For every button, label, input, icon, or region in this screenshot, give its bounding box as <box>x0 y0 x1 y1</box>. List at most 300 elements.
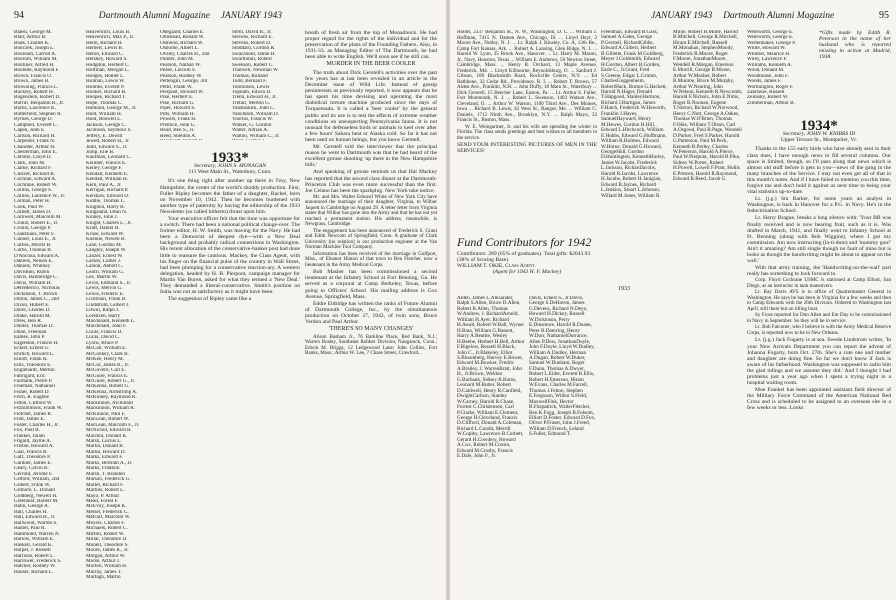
contributor-name: Noonan, Eugene T. <box>673 99 727 112</box>
contributor-name: Englehardt, Merton <box>14 368 55 374</box>
news-paragraph: Corp. Floyd Cochrane USMC is stationed at Camp Elliott, San Diego, as an instructor in tank maneuvers. <box>747 277 891 289</box>
contributor-name: Carlson, Stanley W. <box>457 393 507 405</box>
contributor-name: Daniels, Nelson E. <box>14 259 53 265</box>
contributor-name: Larson, Abbott C. <box>86 264 124 270</box>
contributor-name: Pike, Herbert E. <box>160 95 194 101</box>
contributor-name: Nutt, George A. <box>692 110 726 117</box>
contributor-name: Newcomb, Harold F. <box>673 88 743 101</box>
contributor-name: Ehrlich, Howard L. <box>14 351 55 357</box>
contributor-name: Hubbard, George M., Jr. <box>86 106 137 112</box>
contributor-name: Monell, Theodore S. <box>86 542 129 548</box>
contributor-name: Geary, Calvin B. <box>14 466 49 472</box>
contributor-name: Gordon, Albert B. <box>606 61 644 68</box>
contributor-name: Hager, Donald T. <box>601 88 653 101</box>
contributor-name: Burtis, Lawrence K. <box>14 106 57 112</box>
contributor-name: Trefair, Merton G. <box>232 100 271 106</box>
contributor-name: Christensen, Carl P. <box>457 404 514 416</box>
contributor-name: Freed, William D. <box>529 420 591 432</box>
contributor-name: Bugenstein, Robert D. <box>14 95 61 101</box>
contributor-name: Martin, Howard D. <box>86 449 126 455</box>
contributor-name: Fisher, Robert D. <box>14 389 50 395</box>
contributor-name: Grant, Fred S. <box>601 67 650 79</box>
contributor-name: Kiddle, Thomas L. <box>86 199 126 205</box>
contributor-name: Osborne, Albert L. <box>160 46 199 52</box>
contributor-name: Jewett, Robert H., Jr. <box>86 139 130 145</box>
issue-date-left: JANUARY 1943 <box>220 11 282 21</box>
news-paragraph: Lt. (j.g.) Jack Fogarty is at sea. Swede Lindstrom writes, 'In your New Arrivals Department you can report the advent of Johanna Fogarty, born Oct. 27th. She's a cute one and mother and daughter are doing fine. So far we don't know if Jack is aware of his fatherhood. Washington was supposed to radio him the glad tidings and we assume they did.' And I thought I had problems just a year ago when I spent a trying night in a hospital waiting room. <box>747 337 891 387</box>
class-secretary: Secretary, JOHN W. KNIBBS III <box>782 131 856 138</box>
contributor-name: Dow, Jonathan <box>545 338 577 345</box>
contributor-name: Brailey, J. Warren <box>462 365 500 372</box>
contributor-name: Hooker, Richard B. <box>86 89 127 95</box>
contributor-name: Folsom, Elliott D. <box>529 409 595 421</box>
contributor-name: Cochrane, Robert W. <box>14 182 58 188</box>
contributor-name: Heavenrich, Max P., Jr. <box>86 35 135 41</box>
contributor-name: Hobbs, Edward G. <box>605 132 645 139</box>
contributor-name: Hauser, Richard L. <box>14 569 54 575</box>
contributor-name: Flint, James E. <box>14 417 45 423</box>
contributor-name: Bigelow, Russell H. <box>460 344 503 351</box>
contributor-name: Byrnes, George D. <box>14 117 53 123</box>
contributor-name: Nichols, John E. <box>692 94 727 101</box>
contributor-name: Cornwell, Malcolm M. <box>14 215 62 221</box>
contributor-name: Parker, Fred S. <box>678 132 709 139</box>
contributor-name: Bratt, John H., Jr. <box>457 365 523 378</box>
contributor-name: Gates, George P. <box>601 34 653 46</box>
fund-contributor-col-5 <box>747 30 817 120</box>
contributor-name: Lewis, Melvin G. <box>86 286 123 292</box>
class-1933-notes-continued <box>305 30 437 596</box>
contributor-name: Patterson, Paul M. <box>678 138 717 145</box>
contributor-name: Collins, George S. <box>14 188 53 194</box>
contributor-name: Goldberg, Meyer J. <box>601 50 665 63</box>
contributor-name: Hill, Edward L. <box>601 121 656 134</box>
contributor-name: Eagleston, Francis H. <box>14 340 59 346</box>
contributor-name: Curtiss, Morris B. <box>14 242 52 248</box>
contributor-name: McKee, Henry M. <box>86 357 125 363</box>
magazine-title-left: Dartmouth Alumni Magazine <box>98 11 210 21</box>
contributor-name: Woodhouse, John F. <box>747 73 789 79</box>
contributor-name: Dinsmore, Harold R. <box>533 322 577 329</box>
contributor-name: Hatcher, Rodney W. <box>14 564 56 570</box>
contributor-name: Pierpont, Howard W. <box>160 89 204 95</box>
contributor-name: Hodgdon, Herbert C. <box>86 62 130 68</box>
contributor-name: Topham, Edwin D. <box>232 89 272 95</box>
contributor-name: Mosher, Robert B. <box>673 72 727 85</box>
news-paragraph: Bob Masher has been commissioned a second lieutenant at the Infantry School at Fort Benning, Ga. He served as a corporal at Camp Berkeley, Texas, before going to Officers' School. His mailing address is Cox Avenue, Springfield, Mass. <box>305 269 437 300</box>
contributor-name: Johnson, Willard M. <box>601 187 661 199</box>
contributor-name: Brown, Francis O. <box>14 73 53 79</box>
contributor-name: Hackett, Harold N. <box>601 83 667 95</box>
contributor-name: Marks, Edward F. <box>86 455 124 461</box>
contributor-name: Fox, Oliver P. <box>529 414 596 427</box>
contributor-name: Heim, Richard H. <box>86 40 123 46</box>
contributor-name: Mackinnon, Archibald <box>86 400 133 406</box>
contributor-name: McKinney, Raymond R. <box>86 395 137 401</box>
contributor-name: Meyers, Charles F. <box>86 520 126 526</box>
contributor-name: Stevens, Richard E. <box>232 35 273 41</box>
contributor-name: Dunham, Roger F. <box>529 360 585 372</box>
contributor-name: Harrower, Frederick S. <box>14 558 62 564</box>
contributor-name: Drake, Harold M. <box>14 313 51 319</box>
news-paragraph: Lt. (j.g.) Stu Barker, for some years an analyst in Washington, is back in Hanover for a P.G. in Navy. He's in the Indoctrination School. <box>747 196 891 215</box>
contributor-name: Cronin, Edward M. <box>457 442 511 454</box>
contributor-name: Blaesi, George M. <box>14 30 52 35</box>
contributor-name: Read, Ben S., Jr. <box>160 128 195 134</box>
contributor-name: Fairbank, Pierre P. <box>14 379 53 384</box>
contributor-name: Gass, Samuel A. <box>601 30 658 41</box>
contributor-name: Powell, Lowell F. <box>678 165 715 172</box>
contributor-name: Kruse, Edward W. <box>86 231 125 237</box>
contributor-name: Pitts, William H. <box>160 111 195 117</box>
news-paragraph: Thanks to the 155 early birds who have already sent in their class dues, I have enough news to fill several columns. Our space is limited, though, so I'll pass along that news which is almost old stuff before it gets to you—news of the gang in the many branches of the Service. I may not even get all of that in this month's notes. And if I have failed to mention you this time, forgive me and don't hold it against us next time to being your vital statistics up-to-date. <box>747 146 891 196</box>
contributor-name: Fletcher, James R. <box>14 411 53 417</box>
contributor-name: Burbank, Sidney B. <box>462 376 503 383</box>
contributor-name: Davidson, Rubin <box>14 269 50 275</box>
news-paragraph: Eddie Eldridge has written the ranks of Future Alumni of Dartmouth College, Inc., by the simultaneous production on October 27, 1942, of twin sons, Bruce Verdon and Paul Arthur. <box>305 300 437 326</box>
contributor-name: Pierce, Paul W. <box>673 148 734 161</box>
contributor-name: Odegaard, Charles E. <box>160 30 205 35</box>
contributor-name: Hoffman, Morgan L. <box>86 68 130 74</box>
contributor-name: Hope, Thomas C. <box>86 100 123 106</box>
contributor-name: Dudley, Herman A. <box>529 349 587 361</box>
contributor-name: Hershey, Howard S. <box>86 57 128 63</box>
contributor-name: Fletcher, Ben K. <box>529 404 591 416</box>
contributor-name: Dillon, James C., 2nd <box>14 297 59 303</box>
contributor-name: Buckley, Robert H. <box>14 89 55 95</box>
contributor-name: Bower, Edward M. <box>457 354 523 367</box>
class-year-heading: 1934* <box>800 118 838 134</box>
contributor-name: Jenkins, Stuart L. <box>605 187 642 194</box>
contributor-name: Peck, Kenneth B. <box>673 138 728 150</box>
contributor-name: Jacobs, Lawrence H. <box>601 170 659 183</box>
contributor-name: Haworth, Franklin J. <box>601 105 666 117</box>
contributor-name: Moore, Wendell R. <box>673 56 727 68</box>
contributor-name: Boorum, William M. <box>14 57 58 63</box>
contributor-name: Harrison, Robert L. <box>14 553 55 559</box>
contributor-name: Deyo, Howard H. <box>529 305 588 318</box>
contributor-name: Allen, Robert B. <box>457 300 521 312</box>
news-paragraph: Sy Fross reported for Don Allen and Em Day to be commissioned in Navy in September. So they will be in service. <box>747 312 891 324</box>
contributor-name: Corbett, James D. <box>14 209 52 215</box>
contributor-name: Tomlinson, Lewis <box>232 84 270 90</box>
contributor-name: Cook, Paul W. <box>14 204 44 210</box>
contributor-name: Evans, Charles M. <box>534 382 574 389</box>
contributor-name: D'Ancona, Edward A. <box>14 253 60 259</box>
contributor-name: Devens, Richard N. <box>534 305 575 312</box>
contributor-name: Meisel, Frederick C. <box>86 509 129 515</box>
contributor-name: Jump, Elie B. <box>86 149 115 155</box>
contributor-name: Zimmerman, Arthur B. <box>747 100 795 106</box>
contributor-name: Lindstrom, Gilbert J. <box>86 302 130 308</box>
contributor-name: Foster, Charles H., Jr. <box>14 422 59 428</box>
contributor-name: Black, John C., Jr. <box>457 344 516 356</box>
contributor-name: Kern, Paul A., Jr. <box>86 182 122 188</box>
contributor-name: Fink, Hector B. <box>529 398 574 411</box>
contributor-name: Worthington, Roger F. <box>747 84 794 90</box>
contributor-name: Fabrigard, Eric <box>14 373 46 379</box>
contributor-name: Fox, Paul B. <box>14 428 40 434</box>
contributor-list-col-3 <box>160 30 230 140</box>
contributor-name: Foster, Edward D. <box>548 414 587 421</box>
contributor-name: Porter, Robert H. <box>673 159 724 172</box>
contributor-name: Kendall, Kenneth E. <box>86 171 129 177</box>
class-secretary-address: 111 West Main St., Waterbury, Conn. <box>188 169 272 176</box>
contributor-name: Gaff, Theodore P. <box>14 455 51 461</box>
contributor-name: Woods, James F. <box>747 79 782 85</box>
contributor-name: Pierpont, Harold B. <box>689 154 730 161</box>
contributor-name: Hunt, William H. <box>86 111 123 117</box>
contributor-name: Dunn, Thomas A. <box>532 365 570 372</box>
news-paragraph: With that army training, the 'Handwriting-on-the-wall' part really has something to look forward to. <box>747 265 891 278</box>
left-page-header <box>14 10 434 24</box>
contributor-list-col-2 <box>86 30 156 596</box>
news-paragraph: Mr. and Mrs. Walter Edward White of New York City have announced the marriage of their daughter, Virginia, to Wilbur Jaquett in Cambridge on August 29. A letter letter from Virginia states that Wilbur has gone into the Army and that he has not yet reached a permanent station. His address, meanwhile, is Newgrass, Cambridge. <box>305 193 437 228</box>
contributor-name: Drew, Ben R. <box>14 319 43 325</box>
contributor-name: Clarke, Richard F. <box>14 166 52 172</box>
contributor-name: McEvoy, Joseph K. <box>86 504 127 510</box>
contributor-name: Zelinsky, Robert W. <box>747 95 789 101</box>
contributor-name: Farrell, Thomas J. <box>529 382 589 394</box>
news-paragraph: Alison Basham Jr., 76 Barkline Place, Red Bank, N.J.; Warren Bosley, Southeast Rubber Division, Naugatuck, Conn.; Edwin M. Briggs, 12 Ledgewood Lane; John Collins, Fort Banks, Mass.; Arthur W. Lee, 7 Chase Street, Crawford... <box>305 333 437 357</box>
contributor-name: Corbett, Gerard H. <box>457 431 524 443</box>
contributor-name: Munroe, Bruce M. <box>677 78 717 85</box>
contributor-name: Blakeley, Elliot S. <box>457 349 513 361</box>
contributor-name: Colman, Peter H. <box>14 199 51 205</box>
contributor-name: Chase, Forrest C. <box>457 398 515 411</box>
contributor-name: Kraft, Daniel H. <box>86 226 120 232</box>
contributor-name: Michaels, Robert C. <box>86 526 128 532</box>
contributor-name: Frankel, Julian <box>14 433 45 439</box>
contributor-name: Hurley, James W. <box>601 154 666 166</box>
contributor-name: McGuire, Francis E. <box>86 373 129 379</box>
contributor-name: Morrill, George B. <box>677 67 717 74</box>
contributor-name: Kingdon, Harry B. <box>86 204 125 210</box>
contributor-name: Reed, Sheldon A. <box>160 133 197 139</box>
contributor-name: Walter, Adrian A. <box>232 128 269 134</box>
contributor-name: Beattie, Wesley H. <box>457 333 508 345</box>
contributor-name: McCor, James B., Jr. <box>86 362 130 368</box>
contributor-name: Hoopes, Richard T. <box>86 95 127 101</box>
contributor-name: Lane, Gordon M. <box>86 242 123 248</box>
contributor-name: Wood, Donald M. <box>747 68 785 74</box>
contributor-name: Davis, Ernest S., Jr. <box>529 296 570 301</box>
contributor-name: Cochran, Edward A. <box>14 177 57 183</box>
fund-contributor-col-1 <box>457 296 525 596</box>
contributor-name: French, Leland S. <box>529 425 584 438</box>
contributor-name: Dickey, Russell W. <box>529 311 585 323</box>
contributor-name: Felton, Stephen E. <box>529 387 583 400</box>
contributor-name: Greenleaf, Robert M. <box>14 498 59 504</box>
contributor-name: Martel, Richard F. <box>86 482 124 488</box>
contributor-name: O'Brien, Thomas F. <box>673 116 733 128</box>
contributor-name: Stern, David B., Jr. <box>232 30 272 35</box>
contributor-name: Hull, Gordon D. <box>601 148 644 161</box>
contributor-name: Swenson, Robert C. <box>232 62 274 68</box>
contributor-name <box>160 139 230 140</box>
contributor-name: Beebe, Herbert H. <box>462 338 500 345</box>
contributor-name: Harmon, Richard J. <box>601 94 661 106</box>
contributor-name: Hapgood, Stanley <box>605 94 643 101</box>
contributor-name: Walker, G. Gordon <box>232 122 272 128</box>
contributor-name: Lanzer, Ernest W. <box>86 253 123 259</box>
contributor-name: Butler, Robert D. <box>457 382 511 394</box>
contributor-name: McGovern, Carl E. <box>86 368 126 374</box>
news-paragraph: Lt. Harry Brague, breaks a long silence with: 'Your BB was finally received and is now bearing fruit, such as it is. Was drafted in March, 1941, and finally went to Infantry School at Ft. Benning (along with Bob Wiggins), where I got my commission. Am now instructing (la-ti-dum) and 'mummy gun!' Ain't it amazing? Am still single though no fault of mine but is looks as though the handwriting might be about to appear on the wall.' <box>747 215 891 265</box>
contributor-name: Dwyer, Robert L. <box>529 365 585 378</box>
contributor-name: McKinnon, Paul F. <box>86 411 126 417</box>
contributor-name: Boak, Charles K. <box>14 40 50 46</box>
contributor-name: Milne, Robert H. <box>673 30 709 35</box>
contributor-name: Kershaw, Edward D. <box>86 193 130 199</box>
contributor-name: Caldwell, Henry R. <box>462 387 503 394</box>
contributor-name: Doyle, John F. <box>529 338 591 351</box>
contributor-name: Lucas, Francis D. <box>86 329 123 335</box>
contributor-name: Bassett, Harry A. <box>457 327 514 340</box>
contributor-name: Kaufman, Leonard C. <box>86 155 132 161</box>
contributor-name: MacLean, Malcolm F., Jr. <box>86 422 140 428</box>
contributor-name: Leach, William G. <box>86 269 125 275</box>
contributor-name: Fuller, Edmund T. <box>533 431 571 438</box>
contributor-name: Marks, Bertram A., Jr. <box>86 460 133 466</box>
contributor-name: Mayo, P. Arthur <box>86 493 120 499</box>
section-heading: 'THERE'S SO MANY CHANGES' <box>328 326 414 333</box>
contributor-name: Dorer, Charles D. <box>14 308 51 314</box>
class-agent: WILLIAM T. OKIE, Class Agent. <box>457 263 536 270</box>
contributor-name: Martin, Donald R. <box>86 444 125 450</box>
contributor-name: Marsh, Lucius L. <box>86 438 122 444</box>
contributor-name: Williams, Kenneth A. <box>747 62 793 68</box>
contributor-name: Moore, Roger F. <box>673 50 729 63</box>
contributor-name: Nelson, Kenneth R. <box>678 88 720 95</box>
contributor-name: Kelley, George F. <box>86 166 123 172</box>
contributor-name: Grimm, Charles <box>601 72 658 85</box>
contributor-name: Hahn, George A. <box>14 504 50 510</box>
contributor-name: Dorr, Nathaniel <box>534 333 568 340</box>
contributor-name: Ellis, Theodore E. <box>14 362 52 368</box>
contributor-list-col-1 <box>14 30 82 596</box>
fund-contributors-section <box>457 230 597 290</box>
contributor-name: Litwin, Ralph J. <box>86 308 120 314</box>
contributor-name: Carpenter, Frank N. <box>14 139 56 145</box>
contributor-name: Hamel, Paul R. <box>14 526 46 532</box>
contributor-name: Allen, Thomas W. <box>457 305 508 318</box>
contributor-name: Dubler, Thomas D. <box>14 324 54 330</box>
contributor-name: Chesterman, John E. <box>14 149 57 155</box>
contributor-name: Thomas, Rolland <box>232 73 268 79</box>
class-agent-note: (Agent for 1943 H. F. Mackey) <box>492 269 562 276</box>
contributor-name: Haskell, Gerald K. <box>14 542 53 548</box>
contributor-name: Preston, Harold R. <box>677 170 717 177</box>
contributor-name: MacLean, Robert W. <box>86 417 130 423</box>
missing-in-action-note: *Gifts made by Edith R. Peterson in the name of her husband who is reported missing in action at Madrid, 1938. <box>819 30 891 61</box>
contributor-name: Freedman, Edward B. <box>601 30 647 35</box>
contributor-name: Fitzpatrick, Walter <box>533 404 573 411</box>
contributor-name: Cronin, George P. <box>14 226 52 232</box>
fund-title: Fund Contributors for 1942 <box>457 235 592 249</box>
contributor-name: Butterfield, Stephen R. <box>14 111 62 117</box>
contributor-name: Dunn, Freeman <box>14 329 47 335</box>
contributor-name: McConkey, Clark B. <box>86 351 129 357</box>
contributor-name: Marks, Franklin <box>86 466 120 472</box>
contributor-name: Alexander, Ralph S. <box>457 296 514 307</box>
contributor-name: Greene, Edgar L. <box>605 72 641 79</box>
contributor-name: Knight, Charles L., Jr. <box>86 220 132 226</box>
contributor-name: White, Howard W. <box>747 46 786 52</box>
contributor-name: Doerring, Henry W. <box>529 327 581 340</box>
contributor-name: Coleman, Richard L. <box>457 420 523 432</box>
contributor-name: Hall, Edward H., Jr. <box>14 515 56 521</box>
contributor-name: Hallwood, Warren S. <box>14 520 58 526</box>
contributor-name: Alden, James L. <box>457 296 491 301</box>
news-paragraph: The truth about Dick Gerstell's activities over the past few years has at last been revealed in an article in the December issue of Wild Life. Instead of gossip peninterests as previously reported, it now appears that he has spent his time devising and operating the most diabolical torture machine produced since the days of Torquemada. It is called a 'beer cooler' by the general public and its use is to test the effects of extreme weather conditions on unsuspecting Pennsylvania fauna. It is not unusual for defenseless birds or animals to keel over after a few hours' Sahara heat or Alaska cold. So far it has not been used on human beings, but you know Gerstell. <box>305 69 437 143</box>
contributor-name: Csankhaus, Peter F. <box>14 231 55 237</box>
pictures-request: SEND YOUR INTERESTING PICTURES OF MEN IN THE SERVICES! <box>457 142 597 155</box>
class-secretary: Secretary, JOHN S. MONAGAN <box>193 163 267 170</box>
contributor-name: McGuire, Robert G., Jr. <box>86 379 136 384</box>
contributor-name: Condit, Merrill W. <box>457 425 511 438</box>
contributor-name: Mitchell, Hiram E. <box>673 34 739 46</box>
contributor-name: Eames, John P. <box>14 335 46 341</box>
contributor-name: Allen, Bruce D. <box>474 300 508 307</box>
right-page-header <box>649 10 889 24</box>
contributor-name: Moore, Jonathan <box>676 56 712 63</box>
contributor-name: Gilmore, L. Donald <box>14 488 55 494</box>
left-page <box>0 0 447 600</box>
contributor-name: Palmer, John M. <box>160 57 195 63</box>
class-year-heading: 1933* <box>211 150 249 166</box>
contributor-name: Curtis, Thomas B. <box>14 248 52 254</box>
contributor-name: Milne, Harold B. <box>673 30 738 41</box>
contributor-name: Nims, Roger B. <box>673 94 740 106</box>
contributor-name: Hatch, Frederick W. <box>604 105 647 112</box>
contributor-name: Monahan, Stephen <box>678 45 718 52</box>
contributor-name: Raymond, Edward B. <box>673 170 738 183</box>
contributor-name: Gorden, Earle C., Jr. <box>601 61 661 74</box>
contributor-name: Brown, Weldon G. <box>457 371 503 383</box>
contributor-name: Bass, William G. <box>462 327 498 334</box>
contributor-name: Swaczhold, Jamie H. <box>232 51 276 57</box>
contributor-name: Gilbert, Frank W. <box>14 482 51 488</box>
contributor-name: Kendall, William H. <box>86 177 129 183</box>
contributor-name: Bonczek, Joseph L. <box>14 46 55 52</box>
contributor-name: Brown, James B. <box>14 79 50 85</box>
contributor-name: Mead, Forest F. <box>86 498 119 504</box>
contributor-name: Murphy, Arthur W. <box>673 78 735 90</box>
contributor-name: Bloomberg, Harvey E. <box>461 354 509 361</box>
news-paragraph: The suggestion of Ripley came like a <box>168 296 252 303</box>
news-paragraph: The engagement has been announced of Frederick S. Grant and Edith Newcom of Springfield, Conn. A graduate of Clark University (no relation) is our production engineer at the Van Norman Machine Tool Company. <box>305 227 437 251</box>
contributor-name: Page, Wendell D. <box>673 127 742 139</box>
contributor-name: Hitchcock, William E. <box>601 127 664 139</box>
contributor-name: McCall, William E. <box>86 346 127 352</box>
contributor-name: Olson, Carl A. <box>673 121 736 134</box>
contributor-name: Oakes, Thomas W. <box>673 110 740 123</box>
contributor-name: McKenna, Armstrong A. <box>86 389 138 395</box>
contributor-name: Dorrance, Allen P. <box>529 333 588 345</box>
contributor-name: Jacobs, Harold R. <box>601 165 657 177</box>
contributor-name: Crosby, Francis E. <box>457 447 513 460</box>
contributor-name <box>232 139 300 140</box>
contributor-name: Judd, Edward S., Jr. <box>86 144 128 150</box>
contributor-name: Janigian, Edward B. <box>601 176 662 188</box>
contributor-name: Thalwell, Newman W. <box>232 68 279 74</box>
contributor-name: Canfield, Dwight <box>457 387 522 400</box>
contributor-name: Dugan, Robert W. <box>534 354 572 361</box>
contributor-name: Hunt, Roswell L. <box>86 117 122 123</box>
contributor-name: Pease, Lincoln S. <box>160 68 197 74</box>
contributor-name: Wentworth, George E. <box>747 30 794 35</box>
